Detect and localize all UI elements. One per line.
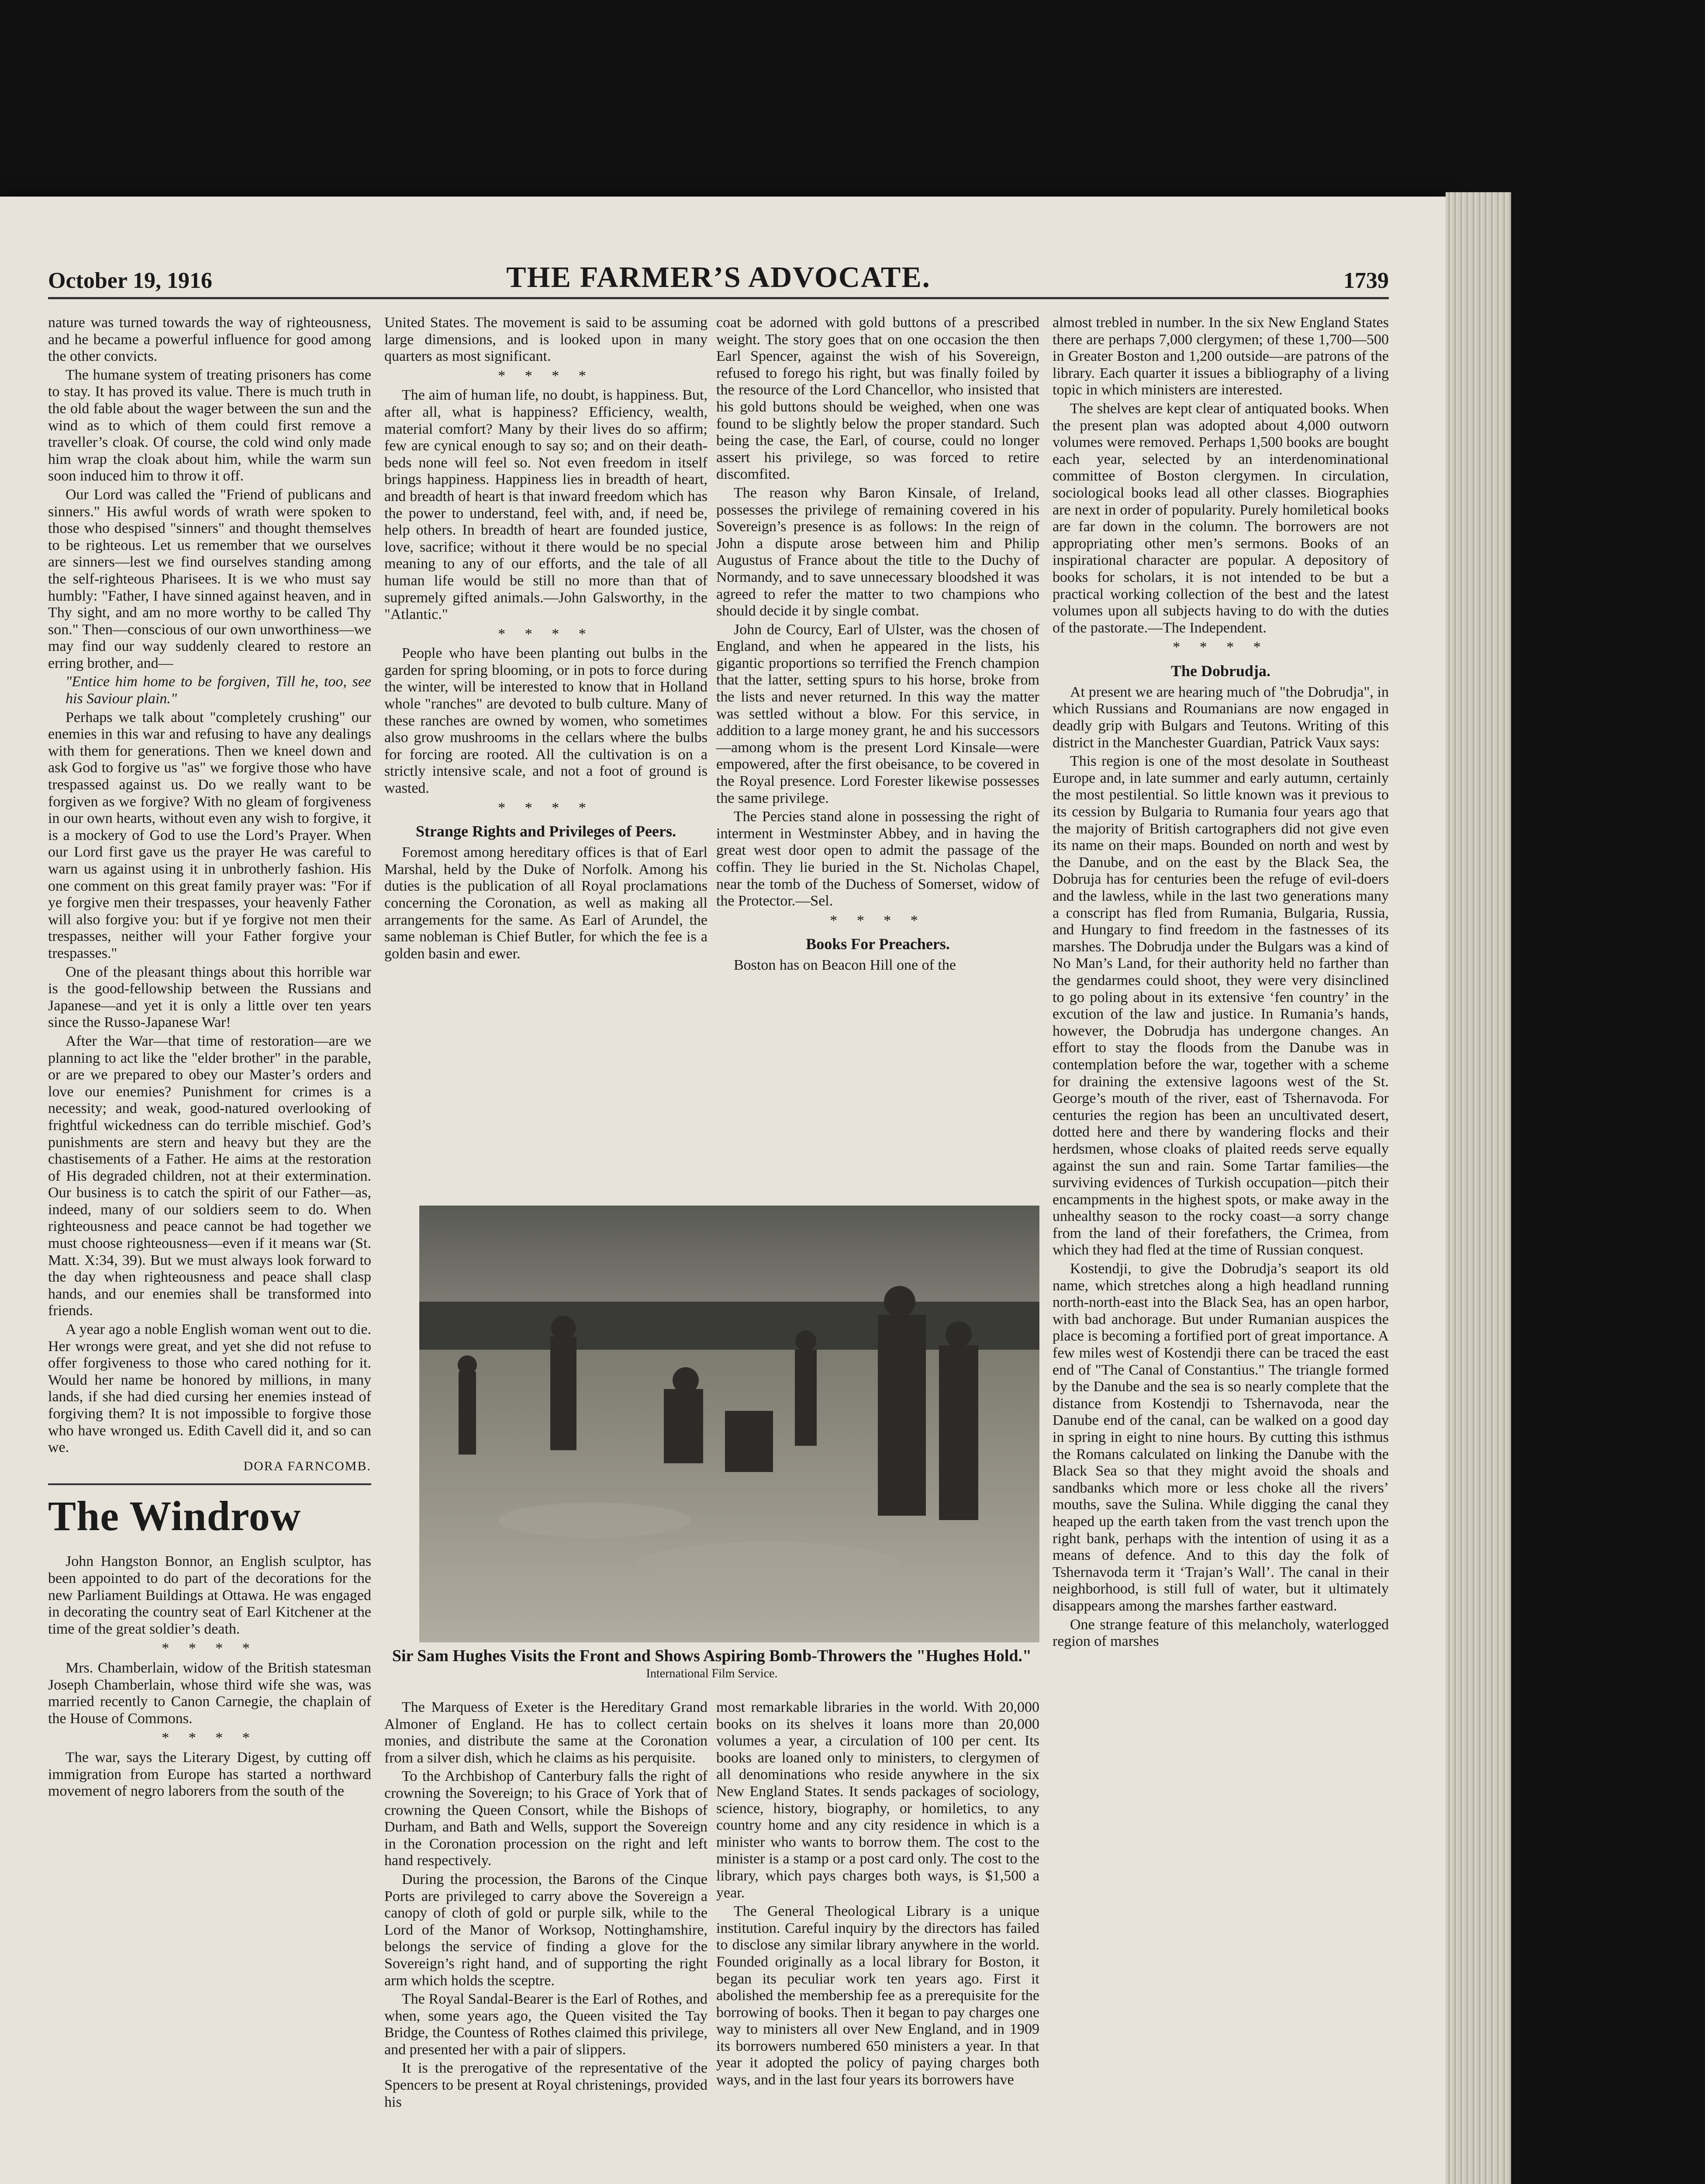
verse-quote: "Entice him home to be forgiven, Till he, too, see his Saviour plain." (66, 674, 371, 707)
photo-illustration (419, 1206, 1039, 1642)
photo-credit: International Film Service. (646, 1667, 778, 1680)
paragraph: most remarkable libraries in the world. With 20,000 books on its shelves it loans more than 20,000 volumes a year, a circulation of 100 per cent. Its books are loaned only to ministers, to clergymen of all denominations who reside anywhere in the six New England States. It sends packages of sociology, science, history, biography, or homiletics, to any country home and any city residence in which is a minister who wants to borrow them. The cost to the minister is a stamp or a post card only. The cost to the library, which pays charges both ways, is $1,500 a year. (716, 1699, 1039, 1901)
paragraph: It is the prerogative of the representative of the Spencers to be present at Royal christenings, provided his (384, 2060, 708, 2110)
paragraph: The aim of human life, no doubt, is happiness. But, after all, what is happiness? Efficiency, wealth, material comfort? Many by their lives do so affirm; few are cynical enough to say so; and on their death-beds none will feel so. Not even freedom in itself brings happiness. Happiness lies in breadth of heart, and breadth of heart is that inward freedom which has the power to understand, feel with, and, if need be, help others. In breadth of heart are founded justice, love, sacrifice; without it there would be no special meaning to any of our efforts, and the tale of all human life would be still no more than that of supremely gifted animals.—John Galsworthy, in the "Atlantic." (384, 387, 708, 623)
paragraph: A year ago a noble English woman went out to die. Her wrongs were great, and yet she did not refuse to offer forgiveness to those who cared nothing for it. Would her name be honored by millions, in many lands, if she had died cursing her enemies instead of forgiving them? It is not impossible to forgive those who have wronged us. Edith Cavell did it, and so can we. (48, 1321, 371, 1456)
paragraph: One strange feature of this melancholy, waterlogged region of marshes (1053, 1616, 1389, 1650)
paragraph: One of the pleasant things about this horrible war is the good-fellowship between the Russians and Japanese—and yet it is only a little over ten years since the Russo-Japanese War! (48, 964, 371, 1031)
paragraph: To the Archbishop of Canterbury falls the right of crowning the Sovereign; to his Grace of York that of crowning the Queen Consort, while the Bishops of Durham, and Bath and Wells, support the Sovereign in the Coronation procession on the right and left hand respectively. (384, 1768, 708, 1869)
paragraph: nature was turned towards the way of righteousness, and he became a powerful influence for good among the other convicts. (48, 314, 371, 365)
separator-stars: * * * * (498, 625, 594, 642)
paragraph: The shelves are kept clear of antiquated books. When the present plan was adopted about 4,000 outworn volumes were removed. Perhaps 1,500 books are bought each year, selected by an interdenominational committee of Boston clergymen. In circulation, sociological books lead all other classes. Biographies are next in order of popularity. Purely homiletical books are far down in the column. The borrowers are not appropriating other men’s sermons. Books of an inspirational character are popular. A depository of books for scholars, it is not intended to be but a practical working collection of the best and the latest volumes upon all subjects having to do with the duties of the pastorate.—The Independent. (1053, 400, 1389, 636)
paragraph: The humane system of treating prisoners has come to stay. It has proved its value. There is much truth in the old fable about the wager between the sun and the wind as to which of them could first remove a traveller’s cloak. Of course, the cold wind only made him wrap the cloak about him, while the warm sun soon induced him to throw it off. (48, 366, 371, 484)
separator-stars: * * * * (1173, 639, 1269, 656)
article-heading: Books For Preachers. (806, 935, 950, 953)
paragraph: John de Courcy, Earl of Ulster, was the chosen of England, and when he appeared in the lists, his gigantic proportions so terrified the French champion that the latter, setting spurs to his horse, broke from the lists and never returned. In this way the matter was settled without a blow. For this service, in addition to a large money grant, he and his successors—among whom is the present Lord Kinsale—were empowered, after the first obeisance, to be covered in the Royal presence. Lord Forester likewise possesses the same privilege. (716, 621, 1039, 806)
separator-stars: * * * * (162, 1730, 258, 1746)
paragraph: The reason why Baron Kinsale, of Ireland, possesses the privilege of remaining covered in his Sovereign’s presence is as follows: In the reign of John a dispute arose between him and Philip Augustus of France about the title to the Duchy of Normandy, and to save unnecessary bloodshed it was agreed to refer the matter to two champions who should decide it by single combat. (716, 484, 1039, 619)
paragraph: The war, says the Literary Digest, by cutting off immigration from Europe has started a northward movement of negro laborers from the south of the (48, 1749, 371, 1800)
book-spine (1446, 192, 1511, 2184)
paragraph: Perhaps we talk about "completely crushing" our enemies in this war and refusing to have any dealings with them for generations. Then we kneel down and ask God to forgive us "as" we forgive those who have trespassed against us. Do we really want to be forgiven as we forgive? With no gleam of forgiveness in our own hearts, without even any wish to forgive, it is a mockery of God to use the Lord’s Prayer. When our Lord first gave us the prayer He was careful to warn us against using it in unbrotherly fashion. His one comment on this great family prayer was: "For if ye forgive men their trespasses, your heavenly Father will also forgive you: but if ye forgive not men their trespasses, neither will your Father forgive your trespasses." (48, 709, 371, 961)
running-header (48, 262, 1389, 299)
section-title-windrow: The Windrow (48, 1483, 371, 1540)
paragraph: The General Theological Library is a unique institution. Careful inquiry by the directors has failed to disclose any similar library anywhere in the world. Founded originally as a local library for Boston, it began its peculiar work ten years ago. First it abolished the membership fee as a prerequisite for the borrowing of books. Then it began to pay charges one way to ministers all over New England, and in 1909 its borrowers numbered 650 ministers a year. In that year it adopted the policy of paying charges both ways, and in the last four years its borrowers have (716, 1903, 1039, 2088)
publication-title: THE FARMER’S ADVOCATE. (506, 260, 931, 294)
column-3 (716, 314, 1039, 976)
separator-stars: * * * * (830, 912, 926, 929)
author-signature: DORA FARNCOMB. (243, 1458, 371, 1473)
column-2-lower (384, 1699, 708, 2112)
paragraph: Kostendji, to give the Dobrudja’s seaport its old name, which stretches along a high headland running north-north-east into the Black Sea, has an open harbor, with bad anchorage. But under Rumanian auspices the place is becoming a fortified port of great importance. A few miles west of Kostendji there can be traced the east end of "The Canal of Constantius." The triangle formed by the Danube and the sea is so nearly complete that the distance from Kostendji to Tshernavoda, near the Danube end of the canal, can be walked on a good day in spring in eight to nine hours. By cutting this isthmus the Romans calculated on linking the Danube with the Black Sea so that they might avoid the shoals and sandbanks which more or less choke all the rivers’ mouths, save the Sulina. While digging the canal they heaped up the earth taken from the vast trench upon the right bank, perhaps with the intention of using it as a means of defence. And to this day the folk of Tshernavoda term it ‘Trajan’s Wall’. The canal in their neighborhood, is still full of water, but it ultimately disappears among the marshes farther eastward. (1053, 1261, 1389, 1614)
paragraph: This region is one of the most desolate in Southeast Europe and, in late summer and early autumn, certainly the most pestilential. So little known was it previous to its cession by Bulgaria to Rumania four years ago that the majority of British cartographers did not give even its name on their maps. Bounded on north and west by the Danube, and on the east by the Black Sea, the Dobruja has for centuries been the refuge of evil-doers and the lawless, while in the last two generations many a conscript has fled from Rumania, Bulgaria, Russia, and Hungary to find freedom in the fastnesses of its marshes. The Dobrudja under the Bulgars was a kind of No Man’s Land, for their authority held no farther than the gendarmes could shoot, they were very disinclined to go poling about in its extensive ‘fen country’ in the excution of the law and justice. In Rumania’s hands, however, the Dobrudja has undergone changes. An effort to stay the floods from the Danube was in contemplation before the war, together with a scheme for draining the extensive lagoons west of the St. George’s mouth of the river, east of Tshernavoda. For centuries the region has been an uncultivated desert, dotted here and there by wandering flocks and their herdsmen, whose cloaks of plaited reeds serve equally against the sun and rain. Some Tartar families—the surviving evidences of Turkish occupation—pitch their encampments in the highest spots, or make away in the unhealthy season to the rocky coast—a sorry change from the land of their forefathers, the Crimea, from which they had fled at the time of Russian conquest. (1053, 753, 1389, 1258)
column-4 (1053, 314, 1389, 1652)
issue-date: October 19, 1916 (48, 268, 212, 293)
paragraph: coat be adorned with gold buttons of a prescribed weight. The story goes that on one occasion the then Earl Spencer, against the wish of his Sovereign, refused to forego his right, but was finally foiled by the resource of the Lord Chancellor, who insisted that his gold buttons should be weighed, when one was found to be slightly below the proper standard. Such being the case, the Earl, of course, could no longer assert his privilege, so was forced to retire discomfited. (716, 314, 1039, 483)
photograph (419, 1206, 1039, 1642)
separator-stars: * * * * (498, 799, 594, 816)
paragraph: After the War—that time of restoration—are we planning to act like the "elder brother" in the parable, or are we prepared to obey our Master’s orders and love our enemies? Punishment for crimes is a necessity; and weak, good-natured overlooking of frightful wickedness can do terrible mischief. God’s punishments are stern and heavy but they are the chastisements of a Father. He aims at the restoration of His degraded children, not at their extermination. Our business is to catch the spirit of our Father—as, indeed, many of our soldiers seem to do. When righteousness and peace cannot be had together we must choose righteousness—even if it means war (St. Matt. X:34, 39). But we must always look forward to the day when righteousness and peace shall clasp hands, and our enemies shall be transformed into friends. (48, 1033, 371, 1319)
paragraph: Foremost among hereditary offices is that of Earl Marshal, held by the Duke of Norfolk. Among his duties is the publication of all Royal proclamations concerning the Coronation, as well as making all arrangements for the same. As Earl of Arundel, the same nobleman is Chief Butler, for which the fee is a golden basin and ewer. (384, 844, 708, 962)
paragraph: Mrs. Chamberlain, widow of the British statesman Joseph Chamberlain, whose third wife she was, was married recently to Canon Carnegie, the chaplain of the House of Commons. (48, 1659, 371, 1727)
paragraph: The Marquess of Exeter is the Hereditary Grand Almoner of England. He has to collect certain monies, and distribute the same at the Coronation from a silver dish, which he claims as his perquisite. (384, 1699, 708, 1766)
paragraph: almost trebled in number. In the six New England States there are perhaps 7,000 clergymen; of these 1,700—500 in Greater Boston and 1,200 outside—are patrons of the library. Each quarter it issues a bibliography of a living topic in which ministers are interested. (1053, 314, 1389, 398)
column-2 (384, 314, 708, 964)
paragraph: Boston has on Beacon Hill one of the (734, 957, 956, 974)
photo-caption: Sir Sam Hughes Visits the Front and Shows Aspiring Bomb-Throwers the "Hughes Hold." (392, 1647, 1032, 1665)
article-heading: The Dobrudja. (1170, 662, 1271, 680)
paragraph: John Hangston Bonnor, an English sculptor, has been appointed to do part of the decorations for the new Parliament Buildings at Ottawa. He was engaged in decorating the country seat of Earl Kitchener at the time of the great soldier’s death. (48, 1553, 371, 1637)
page-number: 1739 (1343, 268, 1389, 293)
paragraph: The Percies stand alone in possessing the right of interment in Westminster Abbey, and in having the great west door open to admit the passage of the coffin. They lie buried in the St. Nicholas Chapel, near the tomb of the Duchess of Somerset, widow of the Protector.—Sel. (716, 809, 1039, 909)
paragraph: United States. The movement is said to be assuming large dimensions, and is looked upon in many quarters as most significant. (384, 314, 708, 365)
paragraph: During the procession, the Barons of the Cinque Ports are privileged to carry above the Sovereign a canopy of cloth of gold or purple silk, while to the Lord of the Manor of Worksop, Nottinghamshire, belongs the service of finding a glove for the Sovereign’s right hand, and of supporting the right arm which holds the sceptre. (384, 1871, 708, 1989)
paragraph: Our Lord was called the "Friend of publicans and sinners." His awful words of wrath were spoken to those who despised "sinners" and thought themselves to be righteous. Let us remember that we ourselves are sinners—lest we find ourselves standing among the self-righteous Pharisees. It is we who must say humbly: "Father, I have sinned against heaven, and in Thy sight, and am no more worthy to be called Thy son." Then—conscious of our own unworthiness—we may find our way suddenly cleared to restore an erring brother, and— (48, 486, 371, 671)
paragraph: At present we are hearing much of "the Dobrudja", in which Russians and Roumanians are now engaged in deadly grip with Bulgars and Teutons. Writing of this district in the Manchester Guardian, Patrick Vaux says: (1053, 684, 1389, 751)
column-3-lower (716, 1699, 1039, 2091)
paragraph: The Royal Sandal-Bearer is the Earl of Rothes, and when, some years ago, the Queen visited the Tay Bridge, the Countess of Rothes claimed this privilege, and presented her with a pair of slippers. (384, 1991, 708, 2058)
paragraph: People who have been planting out bulbs in the garden for spring blooming, or in pots to force during the winter, will be interested to know that in Holland whole "ranches" are devoted to bulb culture. Many of these ranches are owned by women, who sometimes also grow mushrooms in the cellars where the bulbs for forcing are rooted. All the cultivation is on a strictly intensive scale, and not a foot of ground is wasted. (384, 645, 708, 797)
separator-stars: * * * * (498, 367, 594, 384)
photo-caption-block (384, 1647, 1039, 1681)
article-heading: Strange Rights and Privileges of Peers. (416, 822, 676, 840)
column-1 (48, 314, 371, 1802)
separator-stars: * * * * (162, 1640, 258, 1657)
